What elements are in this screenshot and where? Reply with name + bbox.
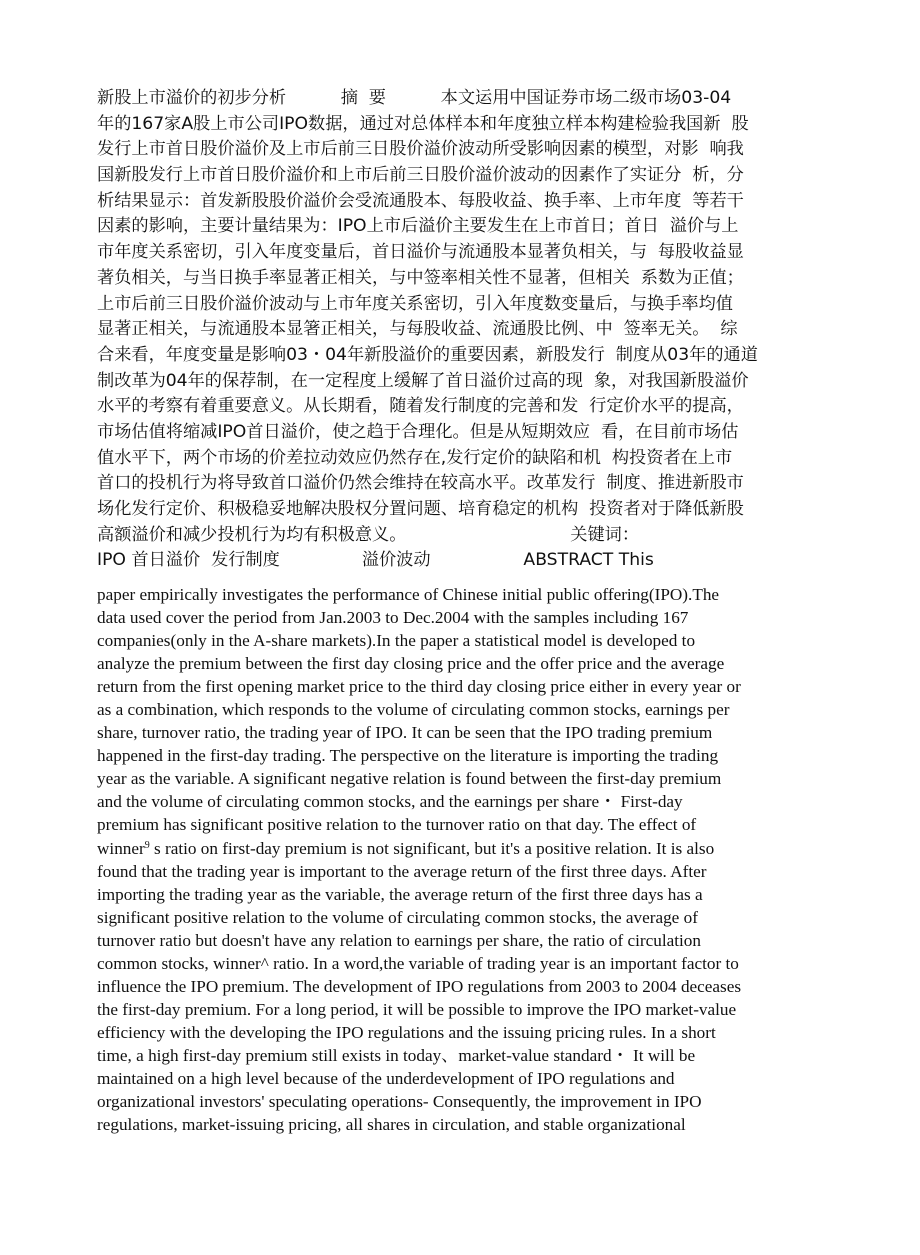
text-line: 上市后前三日股价溢价波动与上市年度关系密切，引入年度数变量后，与换手率均值 [97,293,733,314]
text-line: 新股上市溢价的初步分析 摘 要 本文运用中国证券市场二级市场03-04 [97,88,732,108]
text-line: 析结果显示：首发新股股价溢价会受流通股本、每股收益、换手率、上市年度 等若干 [97,190,744,211]
text-fragment: winner [97,838,145,858]
text-line [97,837,823,860]
text-line: organizational investors' speculating operations- Consequently, the improvement in IPO [97,1092,702,1112]
text-line: 年的167家A股上市公司IPO数据，通过对总体样本和年度独立样本构建检验我国新 股 [97,113,749,134]
text-line: 首口的投机行为将导致首口溢价仍然会维持在较高水平。改革发行 制度、推进新股市 [97,473,744,494]
text-line: premium has significant positive relation to the turnover ratio on that day. The effect of [97,815,697,835]
text-line: 场化发行定价、积极稳妥地解决股权分置问题、培育稳定的机构 投资者对于降低新股 [97,499,744,519]
text-line: importing the trading year as the variable, the average return of the first three days has a [97,884,703,904]
text-line: analyze the premium between the first day closing price and the offer price and the average [97,654,725,674]
text-line: and the volume of circulating common stocks, and the earnings per share・ First-day [97,792,683,812]
chinese-abstract-block [97,86,823,574]
english-abstract-block [97,583,823,1136]
text-line: 水平的考察有着重要意义。从长期看，随着发行制度的完善和发 行定价水平的提高， [97,396,744,417]
text-line: efficiency with the developing the IPO regulations and the issuing pricing rules. In a short [97,1022,716,1042]
text-line: found that the trading year is important to the average return of the first three days. After [97,861,707,881]
text-line: happened in the first-day trading. The perspective on the literature is importing the trading [97,746,719,766]
text-fragment: s ratio on first-day premium is not significant, but it's a positive relation. It is also [149,838,715,858]
text-line: maintained on a high level because of the underdevelopment of IPO regulations and [97,1068,675,1088]
text-line: data used cover the period from Jan.2003 to Dec.2004 with the samples including 167 [97,608,689,628]
text-line: regulations, market-issuing pricing, all shares in circulation, and stable organizational [97,1115,686,1135]
text-line: 发行上市首日股价溢价及上市后前三日股价溢价波动所受影响因素的模型，对影 响我 [97,139,744,160]
text-line: 市年度关系密切，引入年度变量后，首日溢价与流通股本显著负相关，与 每股收益显 [97,242,744,263]
text-line: 市场估值将缩减IPO首日溢价，使之趋于合理化。但是从短期效应 看，在目前市场估 [97,421,739,442]
text-line: 高额溢价和减少投机行为均有积极意义。 关键词： [97,524,640,545]
text-line: 值水平下，两个市场的价差拉动效应仍然存在,发行定价的缺陷和机 构投资者在上市 [97,447,733,468]
text-line: turnover ratio but doesn't have any relation to earnings per share, the ratio of circulation [97,930,701,950]
text-line: as a combination, which responds to the volume of circulating common stocks, earnings per [97,700,730,720]
text-line: return from the first opening market price to the third day closing price either in every year or [97,677,741,697]
superscript: 9 [144,839,150,851]
text-line: share, turnover ratio, the trading year of IPO. It can be seen that the IPO trading premium [97,723,713,743]
text-line: 国新股发行上市首日股价溢价和上市后前三日股价溢价波动的因素作了实证分 析，分 [97,165,744,186]
text-line: influence the IPO premium. The development of IPO regulations from 2003 to 2004 deceases [97,976,742,996]
keywords-line: IPO 首日溢价 发行制度 溢价波动 ABSTRACT This [97,550,654,571]
text-line: companies(only in the A-share markets).In the paper a statistical model is developed to [97,631,696,651]
text-line: 合来看，年度变量是影响03・04年新股溢价的重要因素，新股发行 制度从03年的通道 [97,344,758,365]
text-line: time, a high first-day premium still exists in today、market-value standard・ It will be [97,1045,696,1065]
text-line: significant positive relation to the volume of circulating common stocks, the average of [97,907,698,927]
text-line: 制改革为04年的保荐制，在一定程度上缓解了首日溢价过高的现 象，对我国新股溢价 [97,370,749,391]
text-line: 著负相关，与当日换手率显著正相关，与中签率相关性不显著，但相关 系数为正值； [97,267,744,288]
text-line: 显著正相关，与流通股本显箸正相关，与每股收益、流通股比例、中 签率无关。 综 [97,319,738,340]
text-line: year as the variable. A significant negative relation is found between the first-day premium [97,769,722,789]
text-line: common stocks, winner^ ratio. In a word,the variable of trading year is an important factor to [97,953,739,973]
text-line: the first-day premium. For a long period, it will be possible to improve the IPO market-value [97,999,737,1019]
text-line: paper empirically investigates the performance of Chinese initial public offering(IPO).The [97,585,720,604]
text-line: 因素的影响，主要计量结果为：IPO上市后溢价主要发生在上市首日；首日 溢价与上 [97,216,739,237]
